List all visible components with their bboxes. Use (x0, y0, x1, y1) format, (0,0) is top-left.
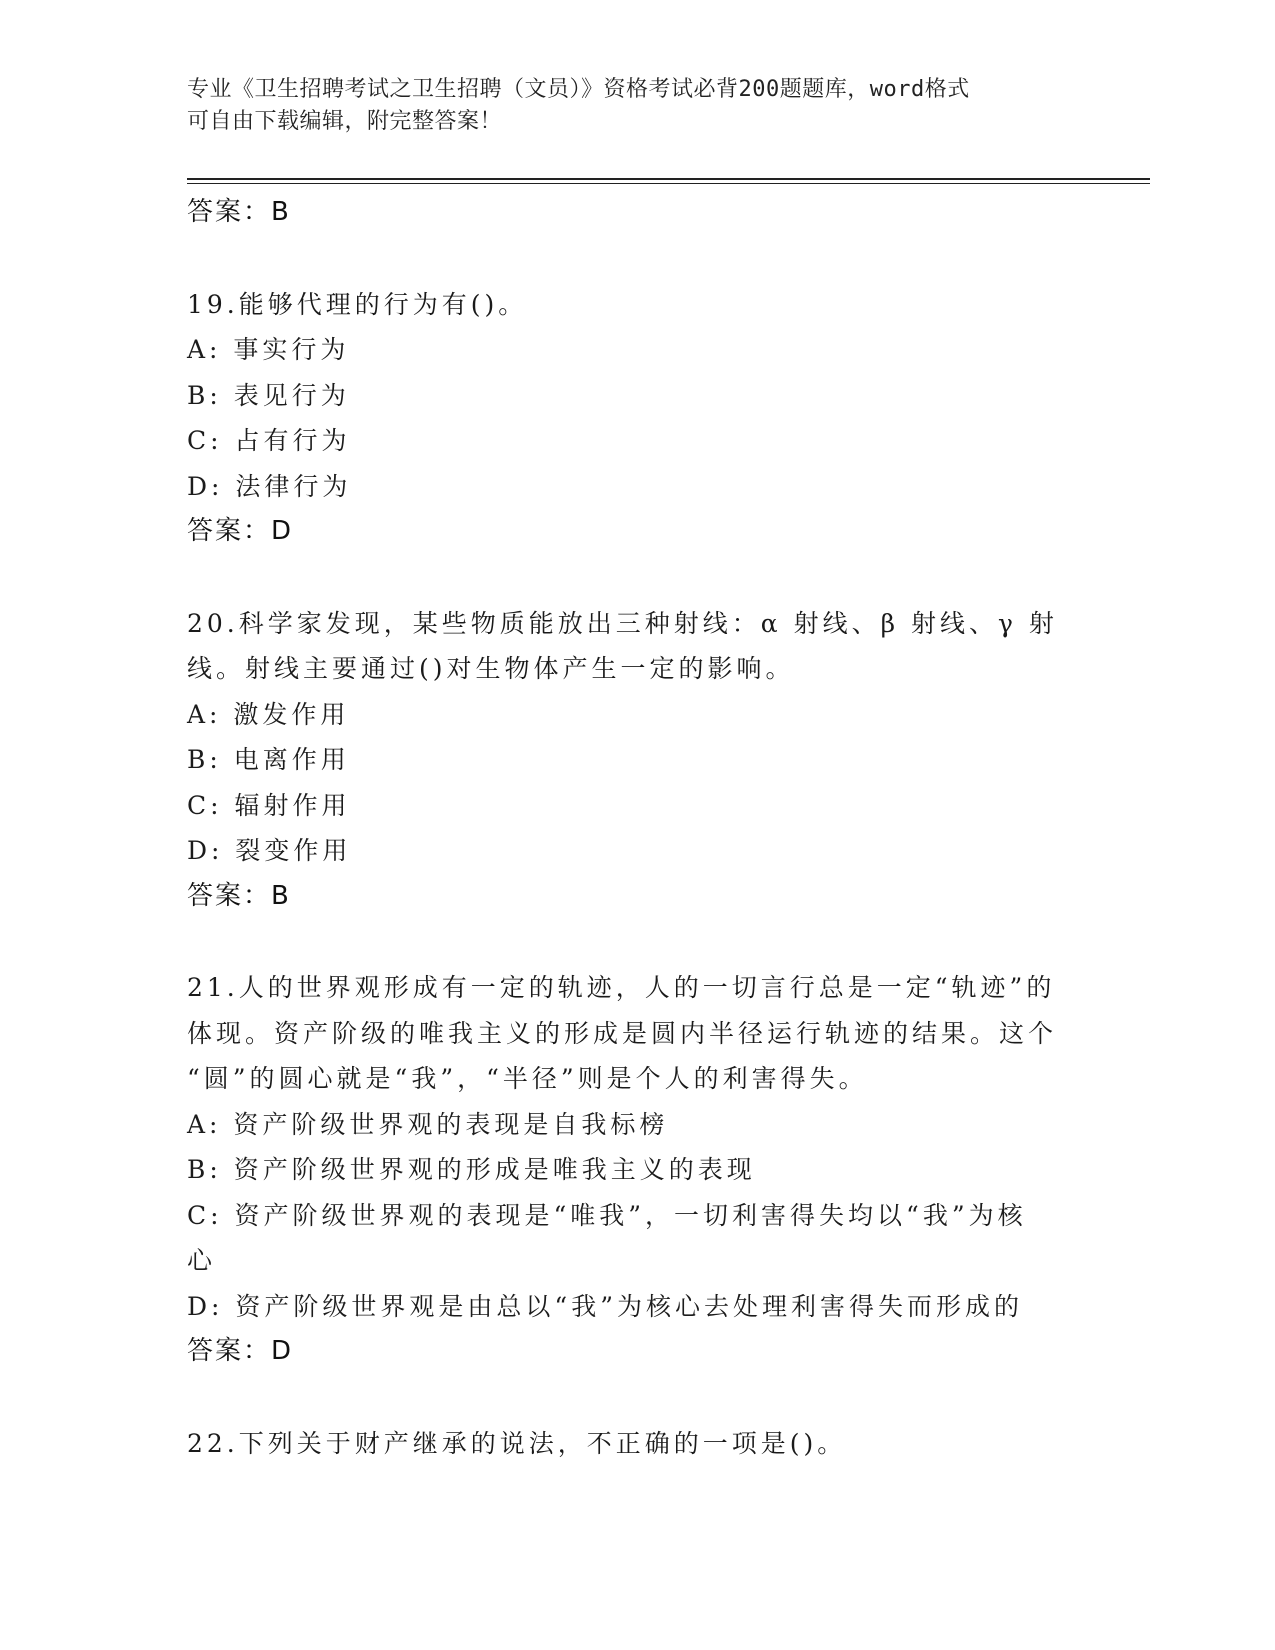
spacer (187, 236, 1087, 282)
option-c-continued: 心 (187, 1246, 217, 1275)
header-rule-thin (187, 183, 1150, 184)
question-stem: 22.下列关于财产继承的说法，不正确的一项是()。 (187, 1428, 847, 1458)
option-b: B: 电离作用 (187, 745, 350, 774)
option-a: A: 激发作用 (187, 699, 350, 729)
question-stem: 21.人的世界观形成有一定的轨迹，人的一切言行总是一定“轨迹”的 (187, 973, 1056, 1002)
header-line-1: 专业《卫生招聘考试之卫生招聘（文员）》资格考试必背200题题库，word格式 (187, 77, 970, 102)
question-stem: “圆”的圆心就是“我”，“半径”则是个人的利害得失。 (187, 1064, 868, 1093)
option-c: C: 辐射作用 (187, 790, 351, 820)
header-line-2: 可自由下载编辑，附完整答案！ (187, 109, 503, 134)
document-header (187, 74, 1067, 138)
question-20 (187, 601, 1087, 920)
option-b: B: 表见行为 (187, 380, 350, 410)
spacer (187, 919, 1087, 965)
question-stem: 19.能够代理的行为有()。 (187, 289, 528, 319)
option-c: C: 资产阶级世界观的表现是“唯我”，一切利害得失均以“我”为核 (187, 1200, 1027, 1230)
question-stem: 20.科学家发现，某些物质能放出三种射线：α 射线、β 射线、γ 射 (187, 608, 1058, 638)
spacer (187, 555, 1087, 601)
spacer (187, 1375, 1087, 1421)
answer-line: 答案：B (187, 880, 291, 911)
option-d: D: 法律行为 (187, 471, 352, 501)
option-a: A: 事实行为 (187, 335, 350, 364)
answer-line: 答案：B (187, 197, 291, 227)
question-list (187, 190, 1087, 1466)
question-21 (187, 965, 1087, 1375)
option-a: A: 资产阶级世界观的表现是自我标榜 (187, 1109, 669, 1139)
answer-line: 答案：D (187, 1336, 294, 1366)
option-d: D: 裂变作用 (187, 836, 352, 865)
answer-line: 答案：D (187, 516, 294, 546)
question-22 (187, 1421, 1087, 1467)
header-rule-thick (187, 178, 1150, 180)
option-c: C: 占有行为 (187, 426, 351, 455)
question-stem: 线。射线主要通过()对生物体产生一定的影响。 (187, 654, 795, 683)
option-d: D: 资产阶级世界观是由总以“我”为核心去处理利害得失而形成的 (187, 1291, 1023, 1321)
question-stem: 体现。资产阶级的唯我主义的形成是圆内半径运行轨迹的结果。这个 (187, 1018, 1058, 1048)
question-19 (187, 282, 1087, 555)
option-b: B: 资产阶级世界观的形成是唯我主义的表现 (187, 1155, 756, 1184)
